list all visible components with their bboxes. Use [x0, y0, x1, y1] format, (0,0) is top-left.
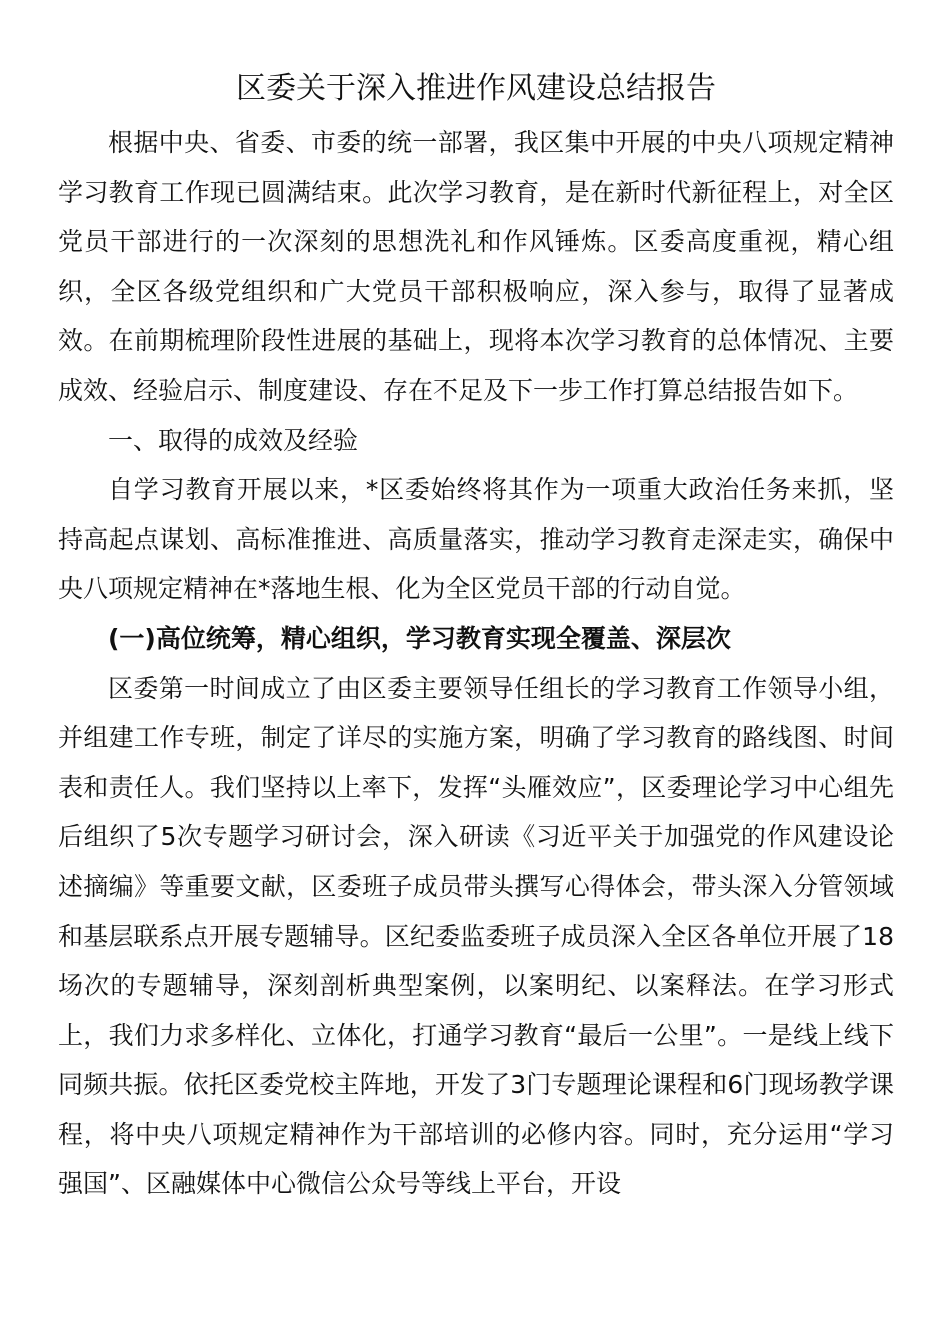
paragraph-organization: 区委第一时间成立了由区委主要领导任组长的学习教育工作领导小组，并组建工作专班，制定了详尽的实施方案，明确了学习教育的路线图、时间表和责任人。我们坚持以上率下，发挥“头雁效应”，区委理论学习中心组先后组织了5次专题学习研讨会，深入研读《习近平关于加强党的作风建设论述摘编》等重要文献，区委班子成员带头撰写心得体会，带头深入分管领域和基层联系点开展专题辅导。区纪委监委班子成员深入全区各单位开展了18场次的专题辅导，深刻剖析典型案例，以案明纪、以案释法。在学习形式上，我们力求多样化、立体化，打通学习教育“最后一公里”。一是线上线下同频共振。依托区委党校主阵地，开发了3门专题理论课程和6门现场教学课程，将中央八项规定精神作为干部培训的必修内容。同时，充分运用“学习强国”、区融媒体中心微信公众号等线上平台，开设 [58, 673, 894, 1199]
paragraph-overview: 自学习教育开展以来，*区委始终将其作为一项重大政治任务来抓，坚持高起点谋划、高标准推进、高质量落实，推动学习教育走深走实，确保中央八项规定精神在*落地生根、化为全区党员干部的行动自觉。 [58, 475, 894, 604]
section-heading-achievements: 一、取得的成效及经验 [108, 425, 359, 455]
paragraph-intro: 根据中央、省委、市委的统一部署，我区集中开展的中央八项规定精神学习教育工作现已圆满结束。此次学习教育，是在新时代新征程上，对全区党员干部进行的一次深刻的思想洗礼和作风锤炼。区委高度重视，精心组织，全区各级党组织和广大党员干部积极响应，深入参与，取得了显著成效。在前期梳理阶段性进展的基础上，现将本次学习教育的总体情况、主要成效、经验启示、制度建设、存在不足及下一步工作打算总结报告如下。 [58, 128, 894, 405]
document-body [58, 64, 894, 1209]
subsection-heading-1: (一)高位统筹，精心组织，学习教育实现全覆盖、深层次 [108, 623, 731, 653]
document-title: 区委关于深入推进作风建设总结报告 [236, 71, 716, 106]
